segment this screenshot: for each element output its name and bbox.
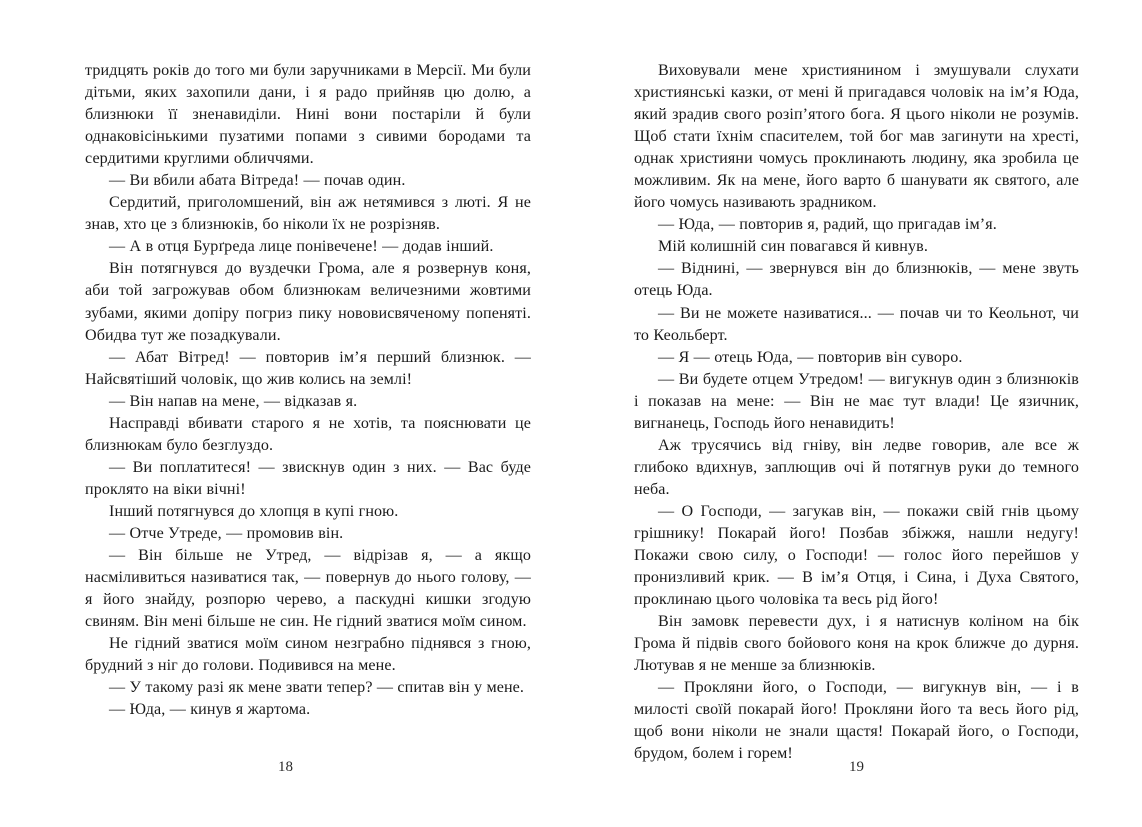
paragraph: Сердитий, приголомшений, він аж нетямився з люті. Я не знав, хто це з близнюків, бо ніколи їх не розрізняв.	[85, 194, 531, 234]
paragraph: — Ви поплатитеся! — звискнув один з них. — Вас буде проклято на віки вічні!	[85, 458, 531, 498]
paragraph: — Він напав на мене, — відказав я.	[109, 392, 358, 410]
paragraph: — О Господи, — загукав він, — покажи свій гнів цьому грішнику! Покарай його! Позбав збіжжя, нашли недугу! Покажи свою силу, о Господи! — голос його перейшов у пронизливий крик. — В ім’я Отця, і Сина, і Духа Святого, проклинаю цього чоловіка та весь рід його!	[634, 502, 1079, 609]
paragraph: — Юда, — кинув я жартома.	[109, 701, 311, 719]
page-number-right: 19	[849, 759, 864, 775]
left-page-text-block	[85, 60, 531, 721]
paragraph: — Віднині, — звернувся він до близнюків, — мене звуть отець Юда.	[634, 260, 1079, 300]
paragraph: тридцять років до того ми були заручниками в Мерсії. Ми були дітьми, яких захопили дани, і я радо прийняв цю долю, а близнюки її зненавиділи. Нині вони постаріли й були однаковісінькими пузатими попами з сивими бородами та сердитими круглими обличчями.	[85, 62, 531, 168]
paragraph: — А в отця Бурґреда лице понівечене! — додав інший.	[109, 238, 494, 256]
right-page-text-block	[634, 60, 1079, 766]
paragraph: Виховували мене християнином і змушували слухати християнські казки, от мені й пригадався чоловік на ім’я Юда, який зрадив свого розіп’ятого бога. Я цього ніколи не розумів. Щоб стати їхнім спасителем, той бог мав загинути на хресті, однак християни чомусь проклинають людину, яка зробила це можливим. Як на мене, його варто б шанувати як святого, але його чомусь називають зрадником.	[634, 62, 1079, 212]
paragraph: Не гідний зватися моїм сином незграбно піднявся з гною, брудний з ніг до голови. Подивився на мене.	[85, 635, 531, 675]
paragraph: — Юда, — повторив я, радий, що пригадав ім’я.	[658, 216, 997, 234]
paragraph: Мій колишній син повагався й кивнув.	[658, 238, 928, 256]
paragraph: — Ви не можете називатися... — почав чи то Кеольнот, чи то Кеольберт.	[634, 304, 1079, 344]
paragraph: Інший потягнувся до хлопця в купі гною.	[109, 502, 399, 520]
page-number-left: 18	[278, 759, 293, 775]
paragraph: Аж трусячись від гніву, він ледве говорив, але все ж глибоко вдихнув, заплющив очі й потягнув руки до темного неба.	[634, 436, 1079, 498]
paragraph: — Абат Вітред! — повторив ім’я перший близнюк. — Найсвятіший чоловік, що жив колись на землі!	[85, 348, 531, 388]
paragraph: — Я — отець Юда, — повторив він суворо.	[658, 348, 963, 366]
paragraph: — Ви будете отцем Утредом! — вигукнув один з близнюків і показав на мене: — Він не має тут влади! Це язичник, вигнанець, Господь його ненавидить!	[634, 370, 1079, 432]
paragraph: — Прокляни його, о Господи, — вигукнув він, — і в милості своїй покарай його! Прокляни його та весь його рід, щоб вони ніколи не знали щастя! Покарай його, о Господи, брудом, болем і горем!	[634, 679, 1079, 763]
paragraph: Він потягнувся до вуздечки Грома, але я розвернув коня, аби той загрожував обом близнюкам величезними жовтими зубами, якими допіру погриз пику нововисвяченому попеняті. Обидва тут же позадкували.	[85, 260, 531, 344]
paragraph: — Отче Утреде, — промовив він.	[109, 524, 344, 542]
paragraph: — У такому разі як мене звати тепер? — спитав він у мене.	[109, 679, 525, 697]
paragraph: — Він більше не Утред, — відрізав я, — а якщо насміливиться називатися так, — повернув до нього голову, — я його знайду, розпорю черево, а паскудні кишки згодую свиням. Він мені більше не син. Не гідний зватися моїм сином.	[85, 547, 531, 631]
paragraph: — Ви вбили абата Вітреда! — почав один.	[109, 172, 406, 190]
page-right	[571, 0, 1142, 827]
paragraph: Він замовк перевести дух, і я натиснув коліном на бік Грома й підвів свого бойового коня на крок ближче до дурня. Лютував я не менше за близнюків.	[634, 613, 1079, 675]
paragraph: Насправді вбивати старого я не хотів, та пояснювати це близнюкам було безглуздо.	[85, 414, 531, 454]
